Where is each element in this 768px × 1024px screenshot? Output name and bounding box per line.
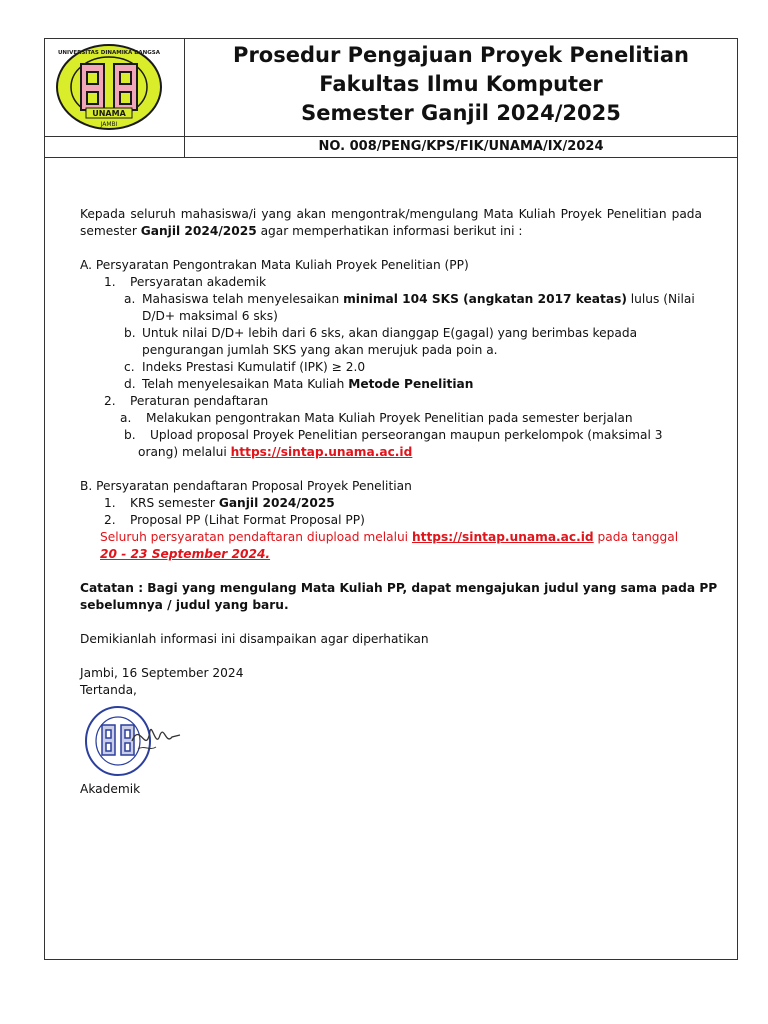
sintap-link-notice[interactable]: https://sintap.unama.ac.id (411, 530, 594, 544)
university-logo (54, 42, 164, 132)
title-line-1: Prosedur Pengajuan Proyek Penelitian (233, 43, 689, 67)
section-a-item-2b: b. Upload proposal Proyek Penelitian perseorangan maupun perkelompok (maksimal 3 (124, 428, 663, 442)
section-a-item-2b-cont: orang) melalui https://sintap.unama.ac.id (138, 445, 413, 459)
section-a-item-2a: a. Melakukan pengontrakan Mata Kuliah Proyek Penelitian pada semester berjalan (120, 411, 633, 425)
signature-stamp (80, 701, 190, 781)
intro-semester: Ganjil 2024/2025 (140, 224, 257, 238)
section-b-heading: B. Persyaratan pendaftaran Proposal Proyek Penelitian (80, 479, 412, 493)
signer-name: Akademik (80, 782, 141, 796)
section-a-item-1a-cont: D/D+ maksimal 6 sks) (142, 309, 278, 323)
title-line-2: Fakultas Ilmu Komputer (319, 72, 603, 96)
title-line-3: Semester Ganjil 2024/2025 (301, 101, 621, 125)
sintap-link[interactable]: https://sintap.unama.ac.id (230, 445, 413, 459)
document-number: NO. 008/PENG/KPS/FIK/UNAMA/IX/2024 (185, 137, 737, 158)
logo-name-text: UNAMA (92, 109, 126, 118)
section-a-item-1c: c. Indeks Prestasi Kumulatif (IPK) ≥ 2.0 (124, 360, 366, 374)
logo-cell (45, 39, 185, 137)
section-a-item-1: 1. Persyaratan akademik (104, 275, 267, 289)
header-spacer (45, 137, 185, 158)
section-a-item-1b: b. Untuk nilai D/D+ lebih dari 6 sks, akan dianggap E(gagal) yang berimbas kepada (124, 326, 638, 340)
closing-text: Demikianlah informasi ini disampaikan agar diperhatikan (80, 632, 429, 646)
upload-notice: Seluruh persyaratan pendaftaran diupload melalui https://sintap.unama.ac.id pada tanggal (100, 530, 679, 544)
section-a-item-1d: d. Telah menyelesaikan Mata Kuliah Metode Penelitian (124, 377, 474, 391)
document-body (80, 206, 718, 798)
section-a-item-1b-cont: pengurangan jumlah SKS yang akan merujuk pada poin a. (142, 343, 498, 357)
place-date: Jambi, 16 September 2024 (80, 666, 244, 680)
logo-ring-text: UNIVERSITAS DINAMIKA BANGSA (57, 50, 161, 56)
signature-stamp-area (80, 701, 190, 781)
intro-paragraph: Kepada seluruh mahasiswa/i yang akan mengontrak/mengulang Mata Kuliah Proyek Penelitian pada semester Ganjil 2024/2025 agar memperhatikan informasi berikut ini : (80, 207, 702, 238)
signature-greeting: Tertanda, (80, 683, 137, 697)
section-a-item-2: 2. Peraturan pendaftaran (104, 394, 269, 408)
upload-date: 20 - 23 September 2024. (100, 547, 271, 561)
section-a-heading: A. Persyaratan Pengontrakan Mata Kuliah Proyek Penelitian (PP) (80, 258, 469, 272)
note-line-2: sebelumnya / judul yang baru. (80, 598, 289, 612)
logo-city-text: JAMBI (100, 121, 118, 128)
note-line-1: Catatan : Bagi yang mengulang Mata Kuliah PP, dapat mengajukan judul yang sama pada PP (80, 581, 718, 595)
document-title (185, 39, 737, 137)
section-b-item-2: 2. Proposal PP (Lihat Format Proposal PP) (104, 513, 365, 527)
section-a-item-1a: a. Mahasiswa telah menyelesaikan minimal 104 SKS (angkatan 2017 keatas) lulus (Nilai (124, 292, 695, 306)
section-b-item-1: 1. KRS semester Ganjil 2024/2025 (104, 496, 335, 510)
